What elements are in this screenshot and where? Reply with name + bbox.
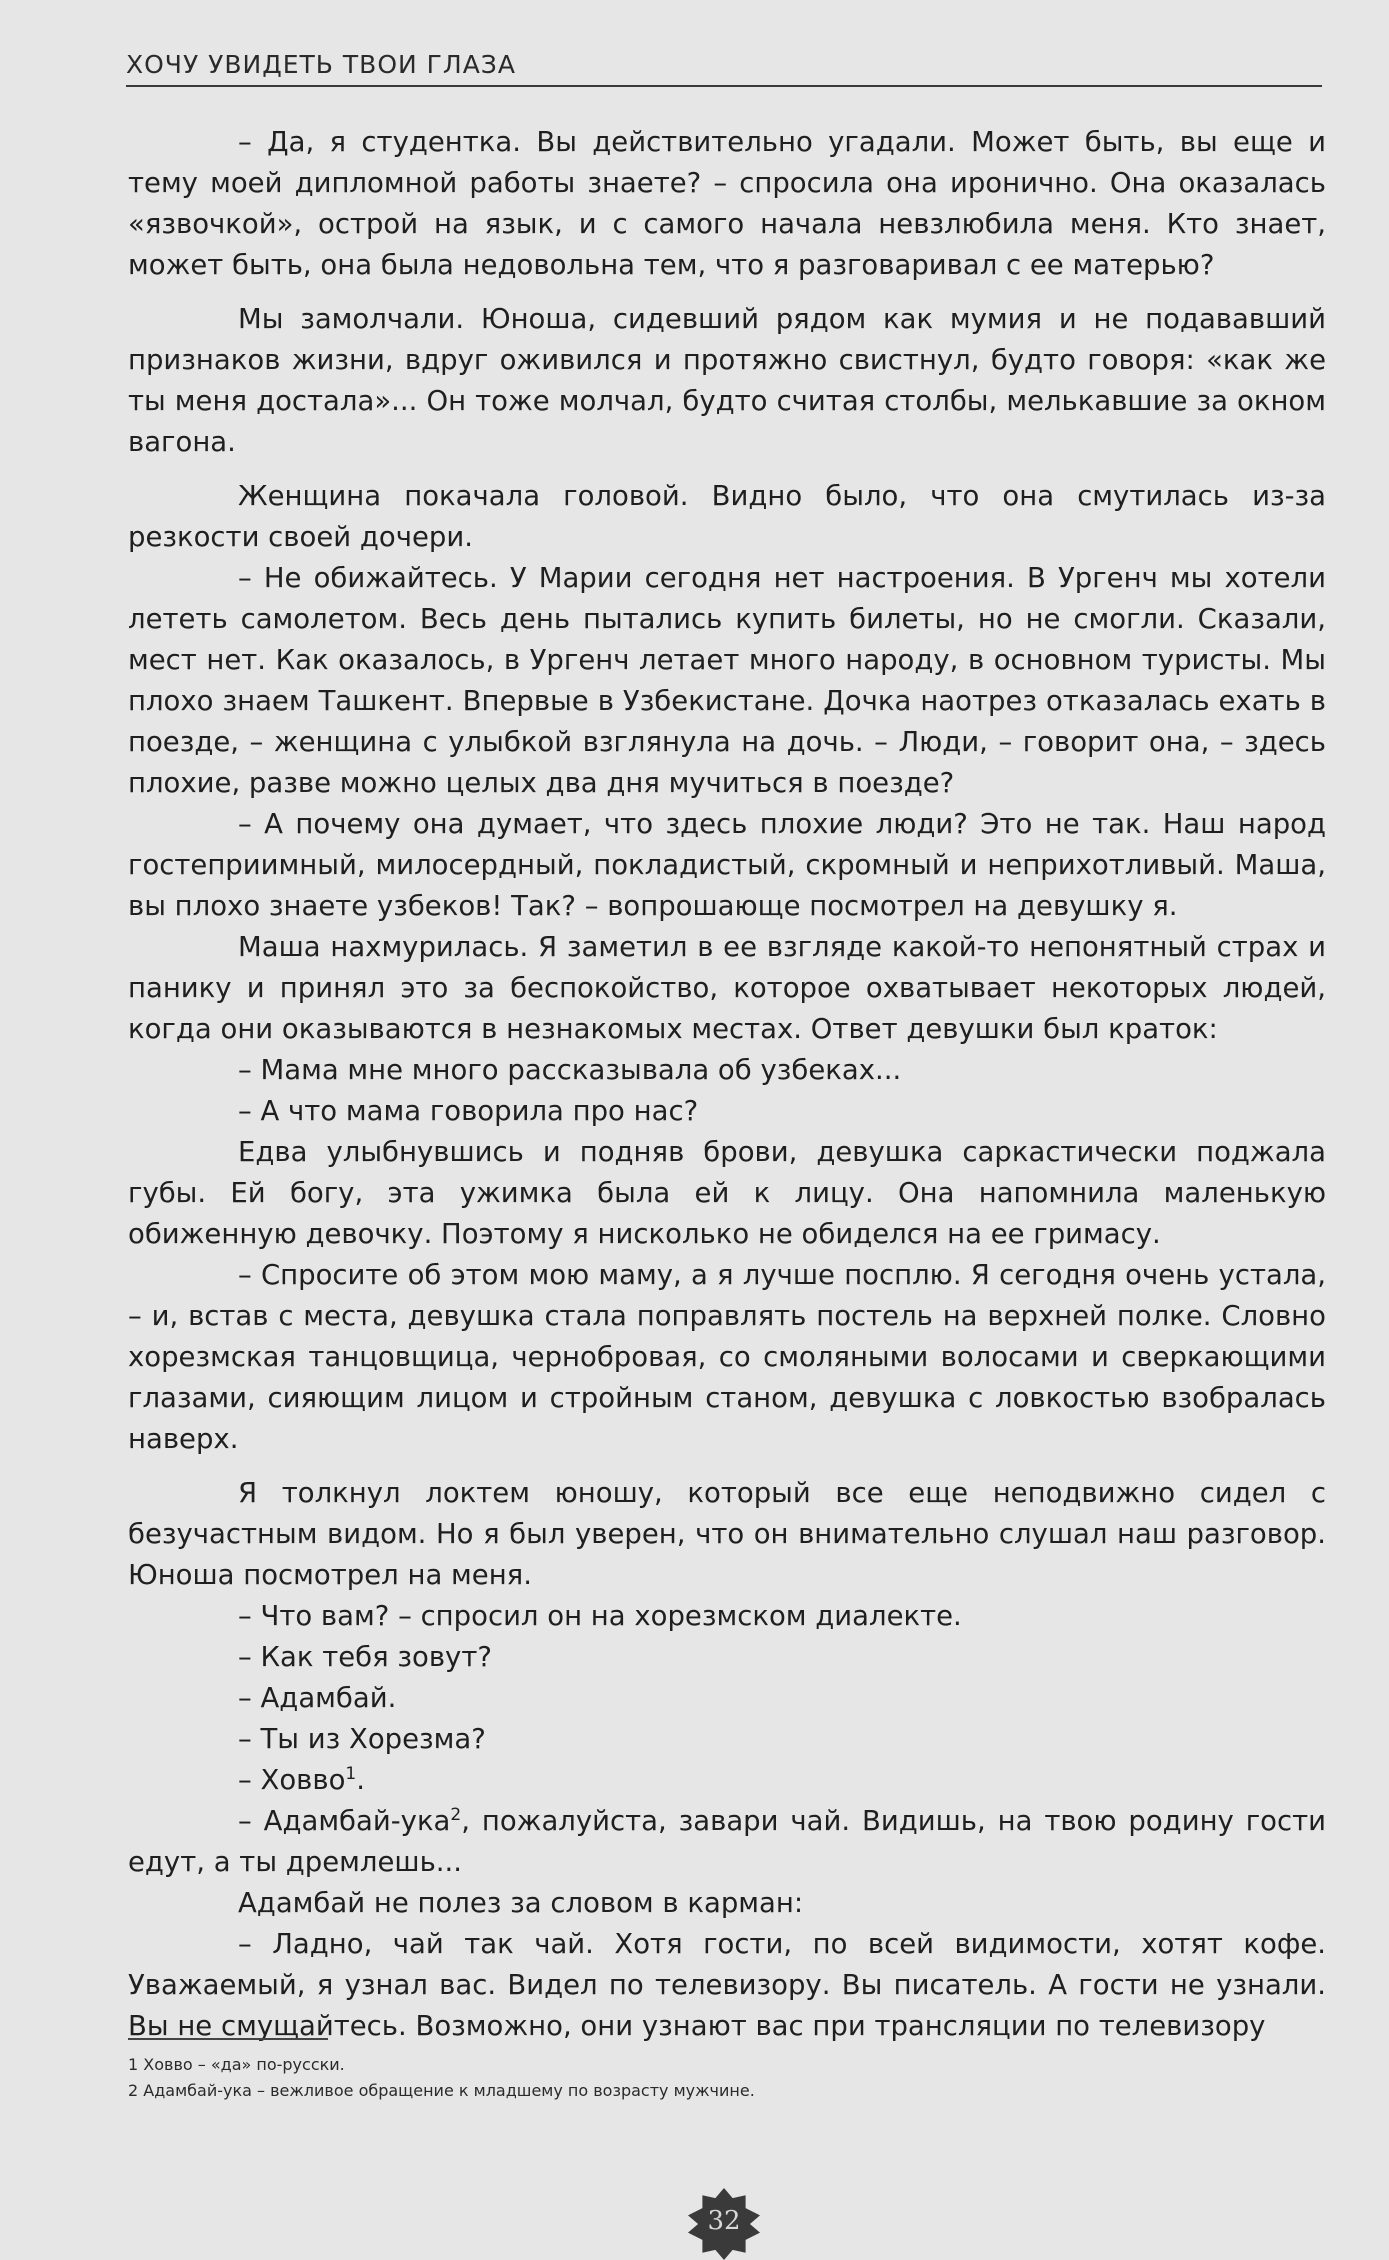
paragraph <box>128 804 1326 927</box>
paragraph-text: – Не обижайтесь. У Марии сегодня нет настроения. В Ургенч мы хотели лететь самолетом. Весь день пытались купить билеты, но не смогли. Сказали, мест нет. Как оказалось, в Ургенч летает много народу, в основном туристы. Мы плохо знаем Ташкент. Впервые в Узбекистане. Дочка наотрез отказалась ехать в поезде, – женщина с улыбкой взглянула на дочь. – Люди, – говорит она, – здесь плохие, разве можно целых два дня мучиться в поезде? <box>128 562 1326 799</box>
paragraph <box>128 1760 1326 1801</box>
paragraph-text: – Спросите об этом мою маму, а я лучше посплю. Я сегодня очень устала, – и, встав с места, девушка стала поправлять постель на верхней полке. Словно хорезмская танцовщица, чернобровая, со смоляными волосами и сверкающими глазами, сияющим лицом и стройным станом, девушка с ловкостью взобралась наверх. <box>128 1259 1326 1455</box>
paragraph-text: – Ты из Хорезма? <box>238 1723 486 1755</box>
paragraph <box>128 927 1326 1050</box>
paragraph <box>128 1050 1326 1091</box>
paragraph <box>128 558 1326 804</box>
footnote: 1 Ховво – «да» по-русски. <box>128 2055 345 2074</box>
paragraph-text: – Адамбай. <box>238 1682 397 1714</box>
paragraph <box>128 1255 1326 1460</box>
paragraph <box>128 1801 1326 1883</box>
footnote-ref: 2 <box>450 1804 462 1825</box>
paragraph-text: Едва улыбнувшись и подняв брови, девушка саркастически поджала губы. Ей богу, эта ужимка была ей к лицу. Она напомнила маленькую обиженную девочку. Поэтому я нисколько не обиделся на ее гримасу. <box>128 1136 1326 1250</box>
paragraph-text: – Что вам? – спросил он на хорезмском диалекте. <box>238 1600 962 1632</box>
paragraph <box>128 122 1326 286</box>
paragraph-text: Адамбай не полез за словом в карман: <box>238 1887 804 1919</box>
paragraph-text: – Да, я студентка. Вы действительно угадали. Может быть, вы еще и тему моей дипломной работы знаете? – спросила она иронично. Она оказалась «язвочкой», острой на язык, и с самого начала невзлюбила меня. Кто знает, может быть, она была недовольна тем, что я разговаривал с ее матерью? <box>128 126 1326 281</box>
paragraph <box>128 1924 1326 2047</box>
footnote-ref: 1 <box>345 1763 357 1784</box>
paragraph <box>128 1883 1326 1924</box>
paragraph <box>128 1719 1326 1760</box>
paragraph <box>128 1091 1326 1132</box>
paragraph <box>128 1596 1326 1637</box>
paragraph-text: Мы замолчали. Юноша, сидевший рядом как мумия и не подававший признаков жизни, вдруг оживился и протяжно свистнул, будто говоря: «как же ты меня достала»... Он тоже молчал, будто считая столбы, мелькавшие за окном вагона. <box>128 303 1326 458</box>
footnotes <box>128 2052 1228 2104</box>
paragraph <box>128 1132 1326 1255</box>
paragraph-text: – Ладно, чай так чай. Хотя гости, по всей видимости, хотят кофе. Уважаемый, я узнал вас. Видел по телевизору. Вы писатель. А гости не узнали. Вы не смущайтесь. Возможно, они узнают вас при трансляции по телевизору <box>128 1928 1326 2042</box>
footnote-rule <box>128 2038 328 2040</box>
paragraph <box>128 476 1326 558</box>
paragraph-text: – Адамбай-ука <box>238 1805 451 1837</box>
paragraph <box>128 1473 1326 1596</box>
running-title: ХОЧУ УВИДЕТЬ ТВОИ ГЛАЗА <box>126 50 516 79</box>
paragraph <box>128 299 1326 463</box>
paragraph-text: . <box>356 1764 365 1796</box>
paragraph <box>128 1678 1326 1719</box>
paragraph-text: – Мама мне много рассказывала об узбеках... <box>238 1054 902 1086</box>
footnote: 2 Адамбай-ука – вежливое обращение к младшему по возрасту мужчине. <box>128 2081 755 2100</box>
paragraph-text: – А почему она думает, что здесь плохие люди? Это не так. Наш народ гостеприимный, милосердный, покладистый, скромный и неприхотливый. Маша, вы плохо знаете узбеков! Так? – вопрошающе посмотрел на девушку я. <box>128 808 1326 922</box>
paragraph-text: Женщина покачала головой. Видно было, что она смутилась из-за резкости своей дочери. <box>128 480 1326 553</box>
paragraph <box>128 1637 1326 1678</box>
body-text <box>128 122 1326 2047</box>
paragraph-text: Я толкнул локтем юношу, который все еще неподвижно сидел с безучастным видом. Но я был уверен, что он внимательно слушал наш разговор. Юноша посмотрел на меня. <box>128 1477 1326 1591</box>
paragraph-text: , пожалуйста, завари чай. Видишь, на твою родину гости едут, а ты дремлешь... <box>128 1805 1326 1878</box>
page-number: 32 <box>707 2206 741 2236</box>
paragraph-text: Маша нахмурилась. Я заметил в ее взгляде какой-то непонятный страх и панику и принял это за беспокойство, которое охватывает некоторых людей, когда они оказываются в незнакомых местах. Ответ девушки был краток: <box>128 931 1326 1045</box>
paragraph-text: – Ховво <box>238 1764 346 1796</box>
paragraph-text: – Как тебя зовут? <box>238 1641 492 1673</box>
paragraph-text: – А что мама говорила про нас? <box>238 1095 699 1127</box>
header-rule <box>126 85 1322 87</box>
